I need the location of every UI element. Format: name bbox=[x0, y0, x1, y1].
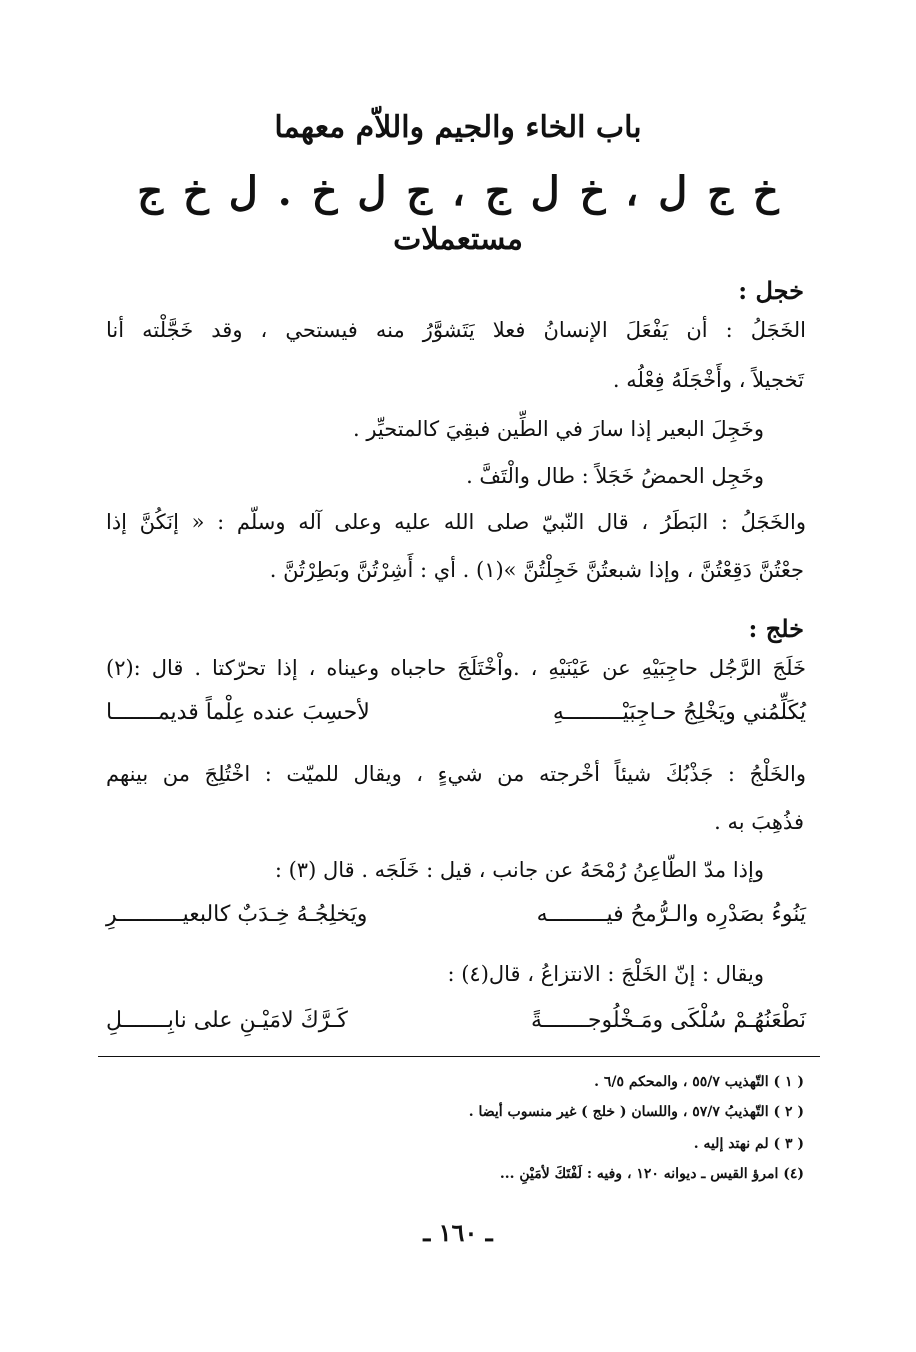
verse-1 bbox=[106, 700, 806, 725]
paragraph-line: الخَجَلُ : أن يَفْعَلَ الإنسانُ فعلا يَتَشوَّرُ منه فيستحي ، وقد خَجَّلْته أنا bbox=[106, 318, 806, 342]
footnote-divider bbox=[98, 1056, 820, 1057]
verse-hemistich-first: نَطْعَنُهُـمْ سُلْكَى ومَـخْلُوجـــــــةً bbox=[530, 1008, 806, 1033]
paragraph-line: ويقال : إنّ الخَلْجَ : الانتزاعُ ، قال(٤) : bbox=[447, 962, 764, 986]
page-number: ـ ١٦٠ ـ bbox=[423, 1218, 493, 1247]
footnote-1: ( ١ ) التّهذيب ٥٥/٧ ، والمحكم ٦/٥ . bbox=[594, 1074, 804, 1090]
paragraph-line: والخَلْجُ : جَذْبُكَ شيئاً أخْرجته من شيءٍ ، ويقال للميّت : اخْتُلِجَ من بينهم bbox=[106, 762, 806, 786]
paragraph-line: وإذا مدّ الطّاعِنُ رُمْحَهُ عن جانب ، قيل : خَلَجَه . قال (٣) : bbox=[274, 858, 764, 882]
paragraph-line: والخَجَلُ : البَطَرُ ، قال النّبيّ صلى الله عليه وعلى آله وسلّم : « إنَكُنَّ إذا bbox=[106, 510, 806, 534]
section-heading-khajal: خجل : bbox=[738, 276, 804, 305]
verse-hemistich-second: لأحسِبَ عنده عِلْماً قديمـــــــا bbox=[106, 700, 370, 725]
verse-3 bbox=[106, 1008, 806, 1033]
footnote-3: ( ٣ ) لم نهتد إليه . bbox=[693, 1136, 804, 1152]
footnote-2: ( ٢ ) التّهذيبُ ٥٧/٧ ، واللسان ( خلج ) غير منسوب أيضا . bbox=[468, 1104, 804, 1120]
chapter-subtitle: مستعملات bbox=[393, 222, 523, 257]
paragraph-line: فذُهِبَ به . bbox=[714, 810, 804, 834]
letter-permutations: خ ج ل ، خ ل ج ، ج ل خ . ل خ ج bbox=[137, 168, 779, 215]
verse-hemistich-second: ويَخلِجُـهُ خِـدَبٌ كالبعيــــــــــرِ bbox=[106, 902, 368, 927]
section-heading-khalaj: خلج : bbox=[748, 614, 804, 643]
verse-2 bbox=[106, 902, 806, 927]
chapter-title: باب الخاء والجيم واللاّم معهما bbox=[274, 110, 642, 145]
verse-hemistich-first: يُكَلِّمُني ويَخْلِجُ حـاجِبَيْـــــــــهِ bbox=[552, 700, 806, 725]
paragraph-line: وخَجِلَ البعير إذا سارَ في الطِّين فبقِيَ كالمتحيِّر . bbox=[352, 417, 764, 441]
paragraph-line: وخَجِل الحمضُ خَجَلاً : طال والْتَفَّ . bbox=[466, 464, 764, 488]
paragraph-line: جعْتُنَّ دَقِعْتُنَّ ، وإذا شبعتُنَّ خَجِلْتُنَّ »(١) . أي : أَشِرْتُنَّ وبَطِرْتُنَّ . bbox=[269, 558, 804, 582]
footnote-4: (٤) امرؤ القيس ـ ديوانه ١٢٠ ، وفيه : لَفْتَكَ لأمَيْنِ ... bbox=[499, 1166, 804, 1182]
verse-hemistich-second: كَـرَّكَ لامَيْـنِ على نابِـــــــلِ bbox=[106, 1008, 348, 1033]
paragraph-line: خَلَجَ الرَّجُل حاجِبَيْهِ عن عَيْنَيْهِ ، .واْخْتَلَجَ حاجباه وعيناه ، إذا تحرّكتا . قال :(٢) bbox=[106, 656, 806, 680]
paragraph-line: تَخجيلاً ، وأَخْجَلَهُ فِعْلُه . bbox=[612, 368, 804, 392]
verse-hemistich-first: يَنُوءُ بصَدْرِه والـرُّمحُ فيـــــــــه bbox=[536, 902, 806, 927]
